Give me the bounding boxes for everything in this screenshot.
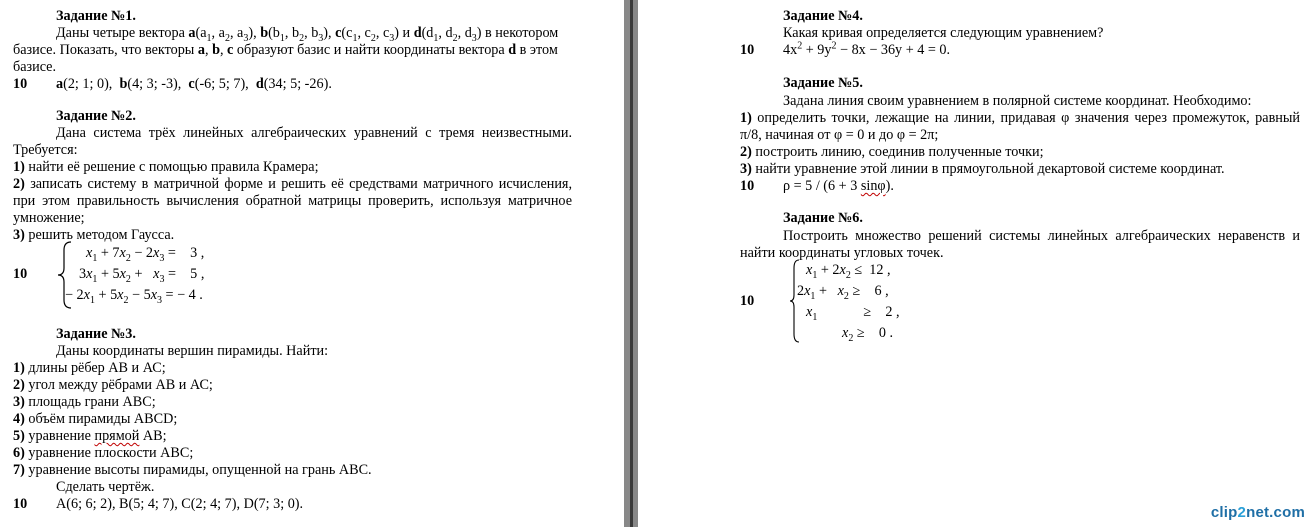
task2-item2a: 2) записать систему в матричной форме и решить её средствами матричного исчисления,	[13, 176, 572, 192]
task3-item-3: 3) площадь грани АВС;	[13, 394, 156, 410]
task5-item2: 2) построить линию, соединив полученные точки;	[740, 144, 1044, 160]
task3-item-7: 7) уравнение высоты пирамиды, опущенной на грань АВС.	[13, 462, 372, 478]
task4-line1: Какая кривая определяется следующим уравнением?	[783, 25, 1104, 41]
task2-title: Задание №2.	[56, 108, 136, 124]
task3-item-2: 2) угол между рёбрами АВ и АС;	[13, 377, 213, 393]
task3-variant-number: 10	[13, 496, 28, 512]
task5-item3: 3) найти уравнение этой линии в прямоугольной декартовой системе координат.	[740, 161, 1225, 177]
task6-title: Задание №6.	[783, 210, 863, 226]
task1-line2: базисе. Показать, что векторы a, b, c образуют базис и найти координаты вектора d в этом	[13, 42, 558, 58]
task3-drawing-line: Сделать чертёж.	[56, 479, 155, 495]
task3-line1: Даны координаты вершин пирамиды. Найти:	[56, 343, 329, 359]
task3-item-4: 4) объём пирамиды ABCD;	[13, 411, 178, 427]
task5-line1: Задана линия своим уравнением в полярной системе координат. Необходимо:	[783, 93, 1252, 109]
task6-line1: Построить множество решений системы линейных алгебраических неравенств и	[783, 228, 1300, 244]
task6-variant-number: 10	[740, 293, 755, 309]
task6-inequality-1: $x_1 + 2x_2 \le 12$ ,	[806, 262, 891, 281]
task6-line2: найти координаты угловых точек.	[740, 245, 944, 261]
task3-variant: A(6; 6; 2), B(5; 4; 7), C(2; 4; 7), D(7; 3; 0).	[56, 496, 304, 512]
task4-variant-number: 10	[740, 42, 755, 58]
task1-line3: базисе.	[13, 59, 57, 75]
task1-line1: Даны четыре вектора $a(a_1$, $a_2$, $a_3$), $b(b_1$, $b_2$, $b_3$), $c(c_1$, $c_2$, $c_3$) и $d(d_1$, $d_2$, $d_3$) в некотором	[56, 25, 559, 44]
task5-item1a: 1) определить точки, лежащие на линии, придавая φ значения через промежуток, равный	[740, 110, 1300, 126]
task5-item1b: π/8, начиная от φ = 0 и до φ = 2π;	[740, 127, 939, 143]
task6-inequality-4: $x_2$ ≥ 0 .	[842, 325, 894, 344]
task2-equation-1: $x_1 + 7x_2 - 2x_3$ = 3 ,	[86, 245, 205, 264]
page-divider	[624, 0, 638, 527]
task1-variant-number: 10	[13, 76, 28, 92]
task1-variant: a(2; 1; 0), b(4; 3; -3), c(-6; 5; 7), d(34; 5; -26).	[56, 76, 332, 92]
task2-item1: 1) найти её решение с помощью правила Крамера;	[13, 159, 319, 175]
task2-equation-3: − $2x_1 + 5x_2 - 5x_3$ = − 4 .	[65, 287, 203, 306]
task2-item3: 3) решить методом Гаусса.	[13, 227, 175, 243]
clip2net-watermark: clip2net.com	[1210, 504, 1305, 521]
task3-item-5: 5) уравнение прямой АВ;	[13, 428, 167, 444]
task5-variant-number: 10	[740, 178, 755, 194]
task2-line2: Требуется:	[13, 142, 78, 158]
task2-line1: Дана система трёх линейных алгебраических уравнений с тремя неизвестными.	[56, 125, 572, 141]
task1-title: Задание №1.	[56, 8, 136, 24]
task5-title: Задание №5.	[783, 75, 863, 91]
task3-title: Задание №3.	[56, 326, 136, 342]
task6-system-brace	[788, 258, 802, 344]
task4-title: Задание №4.	[783, 8, 863, 24]
task2-item2b: при этом правильность вычисления обратной матрицы проверить, используя матричное	[13, 193, 572, 209]
task2-equation-2: $3x_1 + 5x_2 + x_3$ = 5 ,	[79, 266, 205, 285]
task4-variant: $4x^2 + 9y^2 - 8x - 36y + 4 = 0$.	[783, 40, 951, 58]
task3-item-1: 1) длины рёбер АВ и АС;	[13, 360, 166, 376]
task2-variant-number: 10	[13, 266, 28, 282]
left-page	[0, 0, 624, 527]
task3-item-6: 6) уравнение плоскости АВС;	[13, 445, 194, 461]
task6-inequality-3: $x_1$ ≥ 2 ,	[806, 304, 900, 323]
task2-item2c: умножение;	[13, 210, 85, 226]
right-page	[638, 0, 1313, 527]
page-divider-line	[630, 0, 633, 527]
task6-inequality-2: $2x_1 + x_2$ ≥ 6 ,	[797, 283, 889, 302]
task5-variant: ρ = 5 / (6 + 3 sinφ).	[783, 178, 894, 194]
